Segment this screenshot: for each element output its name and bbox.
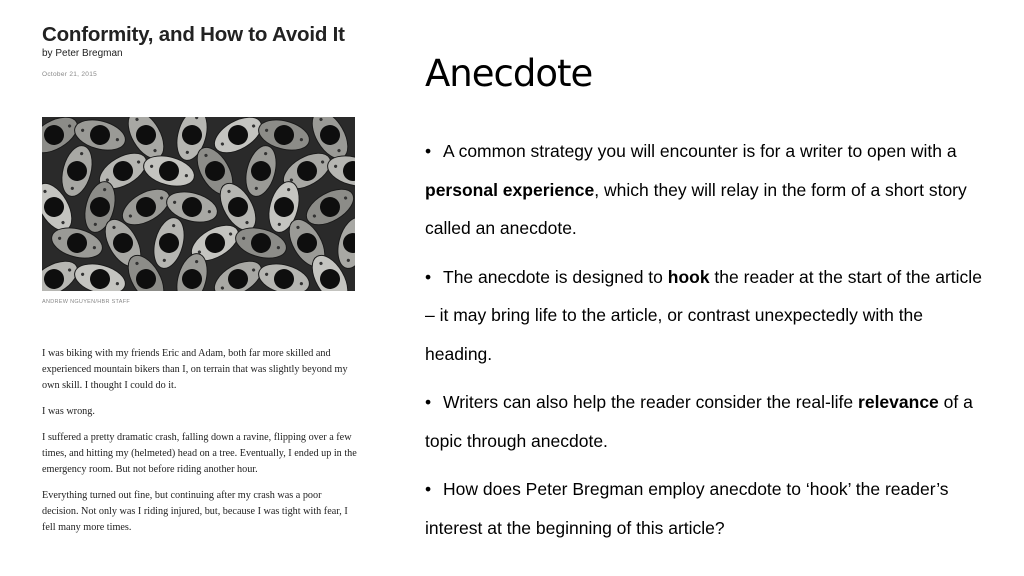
- bullet-text: of a topic through anecdote.: [425, 392, 973, 451]
- bullet-text: A common strategy you will encounter is for a writer to open with a: [443, 141, 957, 161]
- bullet-emphasis: hook: [667, 266, 710, 287]
- bullet-text: How does Peter Bregman employ anecdote to ‘hook’ the reader’s interest at the beginning of this article?: [425, 479, 949, 538]
- article-paragraph: I was biking with my friends Eric and Adam, both far more skilled and experienced mountain bikers than I, on terrain that was slightly beyond my own skill. I thought I could do it.: [42, 348, 348, 391]
- bullet-text: Writers can also help the reader consider the real-life: [443, 392, 859, 412]
- bullet-icon: •: [425, 392, 432, 412]
- article-paragraph: I was wrong.: [42, 406, 95, 417]
- bullet-emphasis: personal experience: [425, 179, 595, 200]
- article-date: October 21, 2015: [42, 71, 98, 78]
- bullet-text: , which they will relay in the form of a short story called an anecdote.: [425, 179, 967, 238]
- bullet-text: the reader at the start of the article – it may bring life to the article, or contrast unexpectedly with the heading.: [425, 266, 982, 364]
- article-body: [42, 346, 360, 546]
- bullet-item: [425, 258, 995, 374]
- concrete-blocks-image: [42, 117, 355, 291]
- article-paragraph: Everything turned out fine, but continuing after my crash was a poor decision. Not only was I riding injured, but, because I was tight with fear, I fell many more times.: [42, 490, 348, 533]
- bullet-icon: •: [425, 266, 432, 287]
- slide-title: Anecdote: [425, 52, 593, 95]
- bullet-emphasis: relevance: [858, 392, 939, 412]
- bullet-list: [425, 132, 995, 557]
- bullet-item: [425, 470, 995, 547]
- article-byline: by Peter Bregman: [42, 48, 123, 59]
- article-paragraph: I suffered a pretty dramatic crash, falling down a ravine, flipping over a few times, and hitting my (helmeted) head on a tree. Eventually, I ended up in the emergency room. But not before riding another hour.: [42, 432, 357, 475]
- article-screenshot: [42, 23, 362, 533]
- bullet-item: [425, 383, 995, 460]
- bullet-icon: •: [425, 479, 432, 499]
- bullet-icon: •: [425, 141, 432, 161]
- article-title: Conformity, and How to Avoid It: [42, 23, 345, 46]
- photo-credit: ANDREW NGUYEN/HBR STAFF: [42, 299, 131, 305]
- article-photo: [42, 117, 355, 291]
- bullet-text: The anecdote is designed to: [443, 266, 668, 287]
- bullet-item: [425, 132, 995, 248]
